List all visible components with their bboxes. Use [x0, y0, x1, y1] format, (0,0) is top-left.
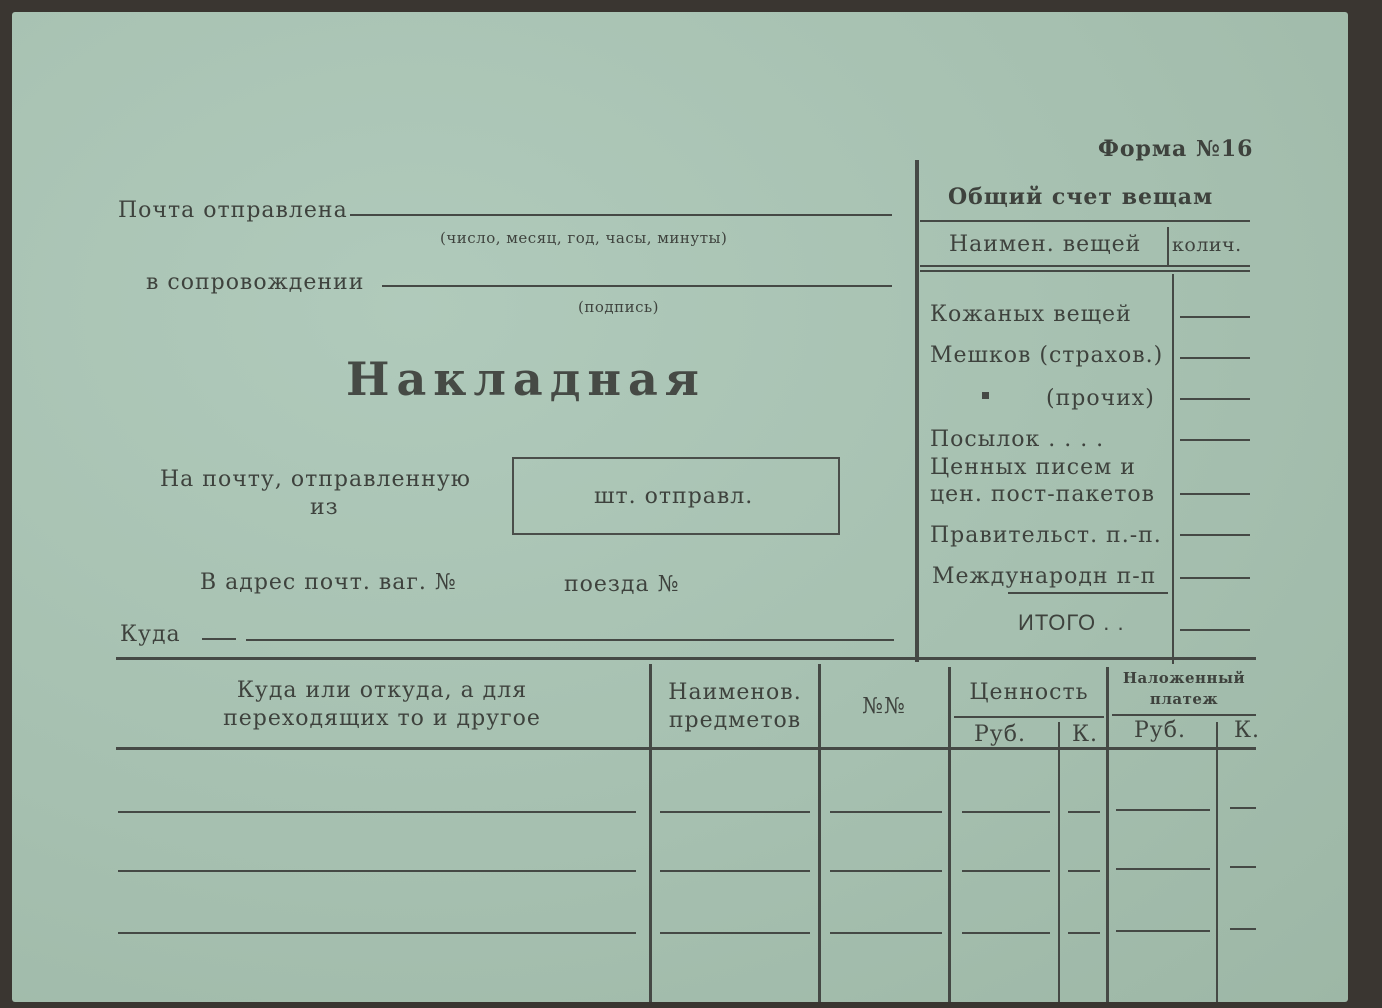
summary-qty-line — [1180, 316, 1250, 318]
summary-item: (прочих) — [1046, 386, 1155, 411]
summary-total: ИТОГО . . — [1018, 610, 1125, 635]
col-dest-header-2: переходящих то и другое — [223, 706, 541, 731]
table-subcol-sep — [1216, 722, 1218, 1002]
col-cod-header-1: Наложенный — [1122, 669, 1246, 687]
col-dest-header-1: Куда или откуда, а для — [236, 678, 528, 703]
summary-item: Кожаных вещей — [930, 302, 1132, 327]
table-col-sep — [1106, 667, 1109, 1002]
col-items-header-1: Наименов. — [668, 680, 802, 705]
where-dash — [202, 638, 236, 640]
summary-col-qty: колич. — [1172, 234, 1242, 256]
table-col-sep — [948, 667, 951, 1002]
pieces-box-label: шт. отправл. — [594, 484, 754, 509]
escort-hint: (подпись) — [578, 298, 660, 316]
table-row-line — [118, 870, 636, 872]
col-value-rub: Руб. — [974, 722, 1026, 747]
table-row-line — [1116, 868, 1210, 870]
table-row-line — [830, 932, 942, 934]
summary-item: цен. пост-пакетов — [930, 482, 1156, 507]
table-row-line — [1068, 870, 1100, 872]
train-label: поезда № — [564, 572, 680, 597]
table-row-line — [962, 870, 1050, 872]
col-cod-header-2: платеж — [1149, 690, 1219, 708]
summary-item: Посылок . . . . — [930, 427, 1105, 452]
col-items-header-2: предметов — [668, 708, 802, 733]
table-row-line — [1230, 807, 1256, 809]
summary-title: Общий счет вещам — [948, 184, 1214, 210]
summary-qty-line — [1180, 357, 1250, 359]
document-title: Накладная — [346, 352, 706, 406]
summary-item: Ценных писем и — [930, 455, 1136, 480]
table-row-line — [962, 811, 1050, 813]
table-row-line — [660, 811, 810, 813]
table-row-line — [1068, 932, 1100, 934]
summary-header-rule-1 — [920, 265, 1250, 267]
summary-item: Международн п-п — [932, 564, 1157, 589]
summary-qty-line — [1180, 493, 1250, 495]
where-line — [246, 639, 894, 641]
escort-line — [382, 285, 892, 287]
summary-qty-line — [1180, 577, 1250, 579]
col-value-kop: К. — [1072, 722, 1099, 747]
form-number: Форма №16 — [1098, 136, 1254, 162]
col-value-rule — [954, 716, 1104, 718]
summary-qty-line — [1180, 439, 1250, 441]
summary-qty-line — [1180, 629, 1250, 631]
col-cod-rub: Руб. — [1134, 718, 1186, 743]
from-label: из — [310, 495, 339, 520]
summary-divider — [915, 160, 919, 662]
table-row-line — [1116, 809, 1210, 811]
col-value-header: Ценность — [969, 680, 1089, 705]
col-numbers-header: №№ — [862, 694, 906, 719]
table-row-line — [1116, 930, 1210, 932]
table-row-line — [830, 811, 942, 813]
table-col-sep — [818, 664, 821, 1002]
mail-sent-hint: (число, месяц, год, часы, минуты) — [440, 229, 728, 247]
mail-sent-line — [350, 214, 892, 216]
summary-qty-line — [1180, 398, 1250, 400]
summary-item: Правительст. п.-п. — [930, 523, 1162, 548]
escort-label: в сопровождении — [146, 270, 365, 295]
table-row-line — [1230, 866, 1256, 868]
table-subcol-sep — [1058, 722, 1060, 1002]
table-row-line — [660, 932, 810, 934]
table-col-sep — [649, 664, 652, 1002]
table-row-line — [1068, 811, 1100, 813]
col-cod-rule — [1112, 714, 1256, 716]
table-top-rule — [116, 657, 1256, 660]
table-header-rule — [116, 747, 1256, 750]
table-row-line — [660, 870, 810, 872]
col-cod-kop: К. — [1234, 718, 1261, 743]
bullet-mark — [982, 392, 989, 399]
summary-item: Мешков (страхов.) — [930, 343, 1164, 368]
summary-qty-column — [1172, 274, 1174, 664]
to-mail-label: На почту, отправленную — [160, 467, 471, 492]
table-row-line — [118, 811, 636, 813]
address-label: В адрес почт. ваг. № — [200, 570, 457, 595]
table-row-line — [830, 870, 942, 872]
where-label: Куда — [120, 622, 181, 647]
waybill-form — [12, 12, 1348, 1002]
summary-qty-line — [1180, 534, 1250, 536]
summary-col-name: Наимен. вещей — [949, 232, 1142, 257]
table-row-line — [1230, 928, 1256, 930]
summary-total-rule — [1008, 592, 1168, 594]
table-row-line — [962, 932, 1050, 934]
mail-sent-label: Почта отправлена — [118, 198, 348, 223]
summary-col-sep — [1167, 227, 1169, 265]
table-row-line — [118, 932, 636, 934]
summary-header-rule-2 — [920, 270, 1250, 272]
summary-title-rule — [920, 220, 1250, 222]
